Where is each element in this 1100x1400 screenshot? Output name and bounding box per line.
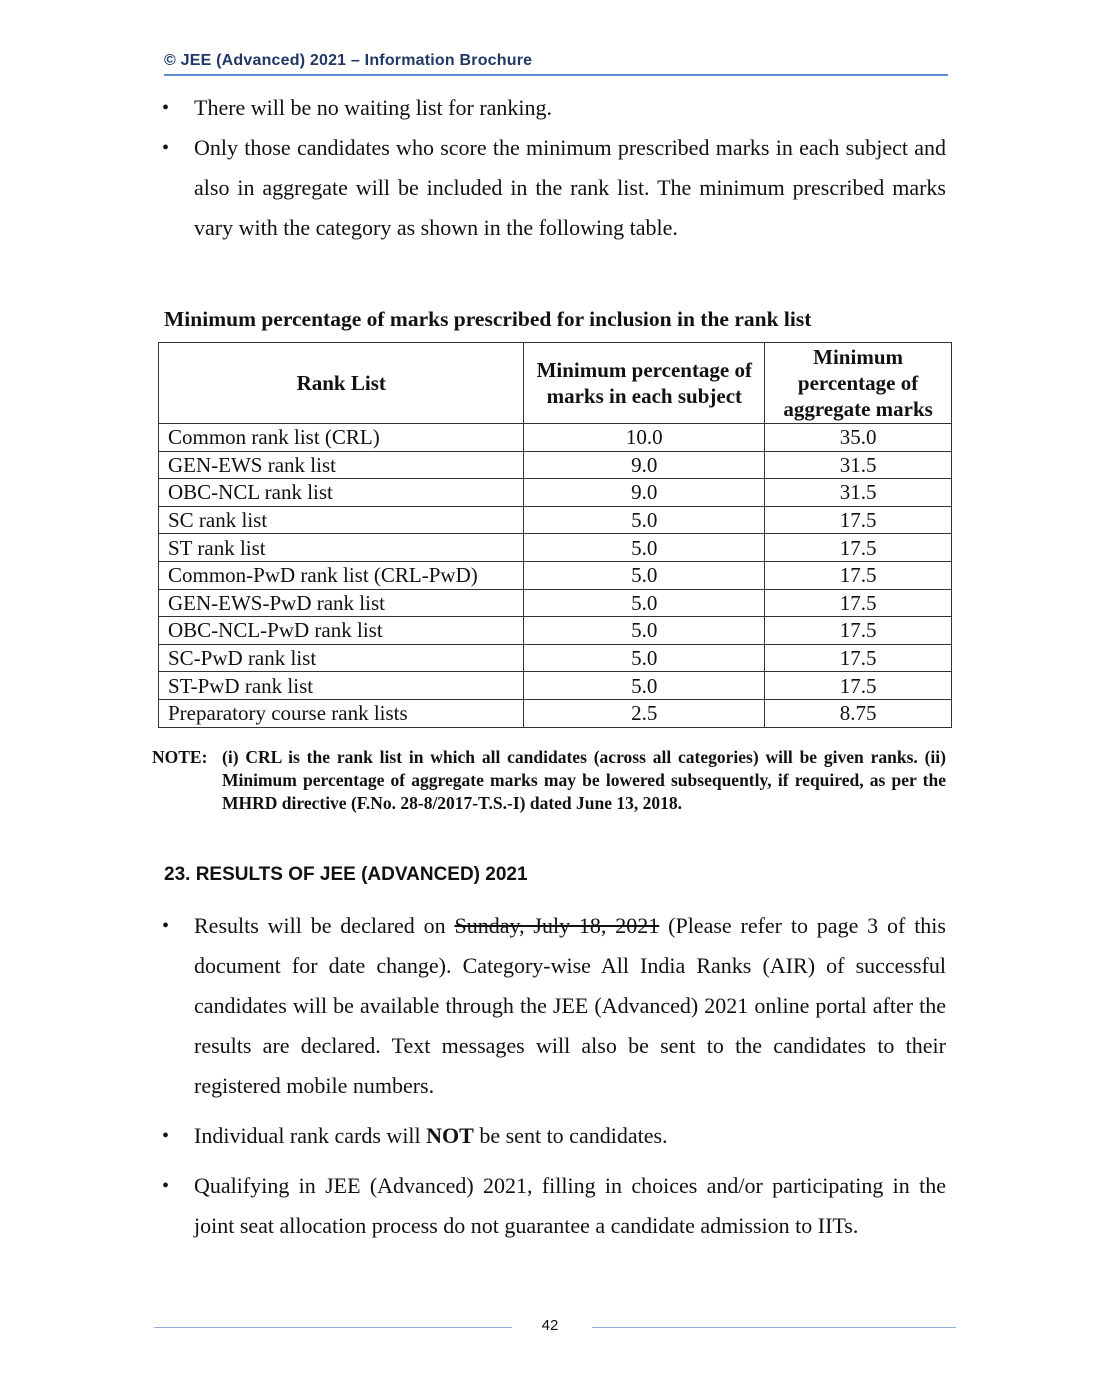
table-body (159, 424, 952, 728)
rank-list-name: OBC-NCL-PwD rank list (159, 617, 524, 645)
subject-min-percentage: 9.0 (524, 451, 765, 479)
aggregate-min-percentage: 17.5 (765, 561, 952, 589)
struck-date: Sunday, July 18, 2021 (454, 913, 660, 938)
rank-list-name: OBC-NCL rank list (159, 479, 524, 507)
aggregate-min-percentage: 17.5 (765, 644, 952, 672)
bullet-text: Only those candidates who score the minimum prescribed marks in each subject and also in aggregate will be included in the rank list. The minimum prescribed marks vary with the category as shown in the following table. (194, 135, 946, 240)
table-row (159, 561, 952, 589)
table-row (159, 506, 952, 534)
bullet-text-prefix: Results will be declared on (194, 913, 455, 938)
emphasis-not: NOT (426, 1123, 474, 1148)
table-row (159, 534, 952, 562)
rank-list-name: ST rank list (159, 534, 524, 562)
header-rule (164, 74, 948, 76)
table-header-row (159, 343, 952, 424)
subject-min-percentage: 5.0 (524, 672, 765, 700)
bullet-text-suffix: (Please refer to page 3 of this document for date change). Category-wise All India Ranks (AIR) of successful candidates will be available through the JEE (Advanced) 2021 online portal after the results are declared. Text messages will also be sent to the candidates to their registered mobile numbers. (194, 913, 946, 1098)
results-bullet (160, 1166, 946, 1246)
intro-bullet-list (160, 88, 946, 248)
aggregate-min-percentage: 17.5 (765, 589, 952, 617)
note-text: (i) CRL is the rank list in which all candidates (across all categories) will be given ranks. (ii) Minimum percentage of aggregate marks may be lowered subsequently, if required, as per the MHRD directive (F.No. 28-8/2017-T.S.-I) dated June 13, 2018. (222, 747, 946, 813)
results-bullet (160, 1116, 946, 1156)
table-row (159, 644, 952, 672)
subject-min-percentage: 2.5 (524, 699, 765, 727)
subject-min-percentage: 5.0 (524, 561, 765, 589)
bullet-text: There will be no waiting list for ranking. (194, 95, 553, 120)
subject-min-percentage: 5.0 (524, 534, 765, 562)
subject-min-percentage: 9.0 (524, 479, 765, 507)
table-row (159, 617, 952, 645)
aggregate-min-percentage: 17.5 (765, 672, 952, 700)
aggregate-min-percentage: 31.5 (765, 451, 952, 479)
rank-list-table (158, 342, 952, 728)
table-row (159, 699, 952, 727)
subject-min-percentage: 5.0 (524, 644, 765, 672)
subject-min-percentage: 5.0 (524, 506, 765, 534)
subject-min-percentage: 5.0 (524, 617, 765, 645)
rank-list-name: SC-PwD rank list (159, 644, 524, 672)
bullet-text: Qualifying in JEE (Advanced) 2021, filling in choices and/or participating in the joint seat allocation process do not guarantee a candidate admission to IITs. (194, 1173, 946, 1238)
aggregate-min-percentage: 17.5 (765, 534, 952, 562)
rank-list-name: SC rank list (159, 506, 524, 534)
bullet-text-prefix: Individual rank cards will (194, 1123, 427, 1148)
results-bullet (160, 906, 946, 1106)
rank-list-name: Common-PwD rank list (CRL-PwD) (159, 561, 524, 589)
table-row (159, 451, 952, 479)
rank-list-name: Preparatory course rank lists (159, 699, 524, 727)
aggregate-min-percentage: 17.5 (765, 617, 952, 645)
section-heading: 23. RESULTS OF JEE (ADVANCED) 2021 (164, 864, 528, 885)
subject-min-percentage: 10.0 (524, 424, 765, 452)
bullet-dot-icon: • (162, 1175, 170, 1197)
table-title: Minimum percentage of marks prescribed for inclusion in the rank list (164, 307, 812, 331)
footer-rule-left (154, 1327, 512, 1328)
aggregate-min-percentage: 35.0 (765, 424, 952, 452)
intro-bullet (160, 88, 946, 128)
footer-rule-right (592, 1327, 956, 1328)
note-block (152, 746, 946, 815)
rank-list-name: ST-PwD rank list (159, 672, 524, 700)
bullet-dot-icon: • (162, 1125, 170, 1147)
bullet-text-suffix: be sent to candidates. (473, 1123, 668, 1148)
table-row (159, 479, 952, 507)
table-row (159, 424, 952, 452)
header-subject-marks: Minimum percentage of marks in each subject (524, 343, 765, 424)
bullet-dot-icon: • (162, 97, 170, 119)
header-rank-list: Rank List (159, 343, 524, 424)
document-header: © JEE (Advanced) 2021 – Information Brochure (164, 52, 533, 69)
intro-bullet (160, 128, 946, 248)
note-label: NOTE: (152, 747, 208, 767)
table-row (159, 589, 952, 617)
page-number: 42 (541, 1317, 559, 1334)
aggregate-min-percentage: 8.75 (765, 699, 952, 727)
rank-list-name: GEN-EWS-PwD rank list (159, 589, 524, 617)
aggregate-min-percentage: 17.5 (765, 506, 952, 534)
header-aggregate-marks: Minimum percentage of aggregate marks (765, 343, 952, 424)
results-bullet-list (160, 906, 946, 1246)
rank-list-name: Common rank list (CRL) (159, 424, 524, 452)
table-row (159, 672, 952, 700)
bullet-dot-icon: • (162, 915, 170, 937)
bullet-dot-icon: • (162, 137, 170, 159)
subject-min-percentage: 5.0 (524, 589, 765, 617)
aggregate-min-percentage: 31.5 (765, 479, 952, 507)
rank-list-name: GEN-EWS rank list (159, 451, 524, 479)
